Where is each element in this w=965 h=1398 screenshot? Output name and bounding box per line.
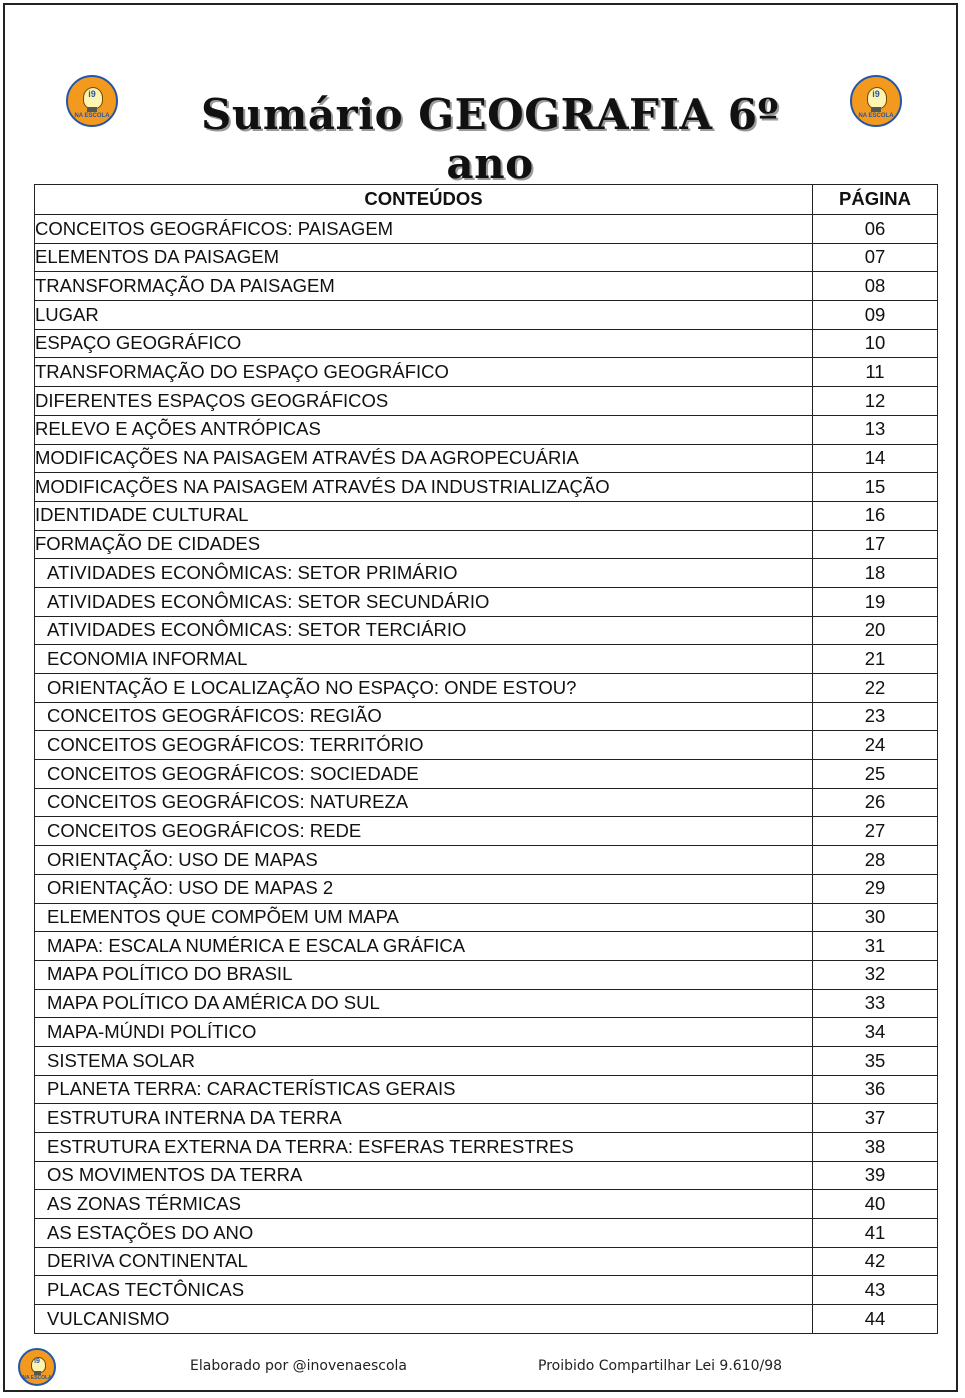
table-row bbox=[35, 960, 938, 989]
table-row bbox=[35, 215, 938, 244]
footer-notice: Proibido Compartilhar Lei 9.610/98 bbox=[538, 1358, 783, 1374]
topic-cell: SISTEMA SOLAR bbox=[35, 1046, 813, 1075]
table-row bbox=[35, 415, 938, 444]
page-cell: 43 bbox=[813, 1276, 938, 1305]
page-title: Sumário GEOGRAFIA 6º ano bbox=[201, 90, 779, 188]
page-cell: 38 bbox=[813, 1133, 938, 1162]
page-cell: 15 bbox=[813, 473, 938, 502]
page-header bbox=[0, 70, 965, 188]
table-row bbox=[35, 1276, 938, 1305]
topic-cell: CONCEITOS GEOGRÁFICOS: REDE bbox=[35, 817, 813, 846]
page-cell: 06 bbox=[813, 215, 938, 244]
page-cell: 32 bbox=[813, 960, 938, 989]
header-contents: CONTEÚDOS bbox=[35, 185, 813, 215]
page-cell: 21 bbox=[813, 645, 938, 674]
page-cell: 10 bbox=[813, 329, 938, 358]
topic-cell: PLACAS TECTÔNICAS bbox=[35, 1276, 813, 1305]
topic-cell: TRANSFORMAÇÃO DO ESPAÇO GEOGRÁFICO bbox=[35, 358, 813, 387]
table-row bbox=[35, 1219, 938, 1248]
topic-cell: VULCANISMO bbox=[35, 1305, 813, 1334]
page-cell: 40 bbox=[813, 1190, 938, 1219]
table-row bbox=[35, 932, 938, 961]
page-cell: 28 bbox=[813, 846, 938, 875]
page-cell: 14 bbox=[813, 444, 938, 473]
table-row bbox=[35, 731, 938, 760]
page-cell: 36 bbox=[813, 1075, 938, 1104]
table-row bbox=[35, 1075, 938, 1104]
page-cell: 17 bbox=[813, 530, 938, 559]
topic-cell: AS ZONAS TÉRMICAS bbox=[35, 1190, 813, 1219]
topic-cell: CONCEITOS GEOGRÁFICOS: PAISAGEM bbox=[35, 215, 813, 244]
table-row bbox=[35, 645, 938, 674]
table-row bbox=[35, 616, 938, 645]
page-cell: 35 bbox=[813, 1046, 938, 1075]
table-row bbox=[35, 874, 938, 903]
topic-cell: MAPA POLÍTICO DA AMÉRICA DO SUL bbox=[35, 989, 813, 1018]
topic-cell: ATIVIDADES ECONÔMICAS: SETOR TERCIÁRIO bbox=[35, 616, 813, 645]
table-row bbox=[35, 903, 938, 932]
table-row bbox=[35, 674, 938, 703]
page-cell: 29 bbox=[813, 874, 938, 903]
table-row bbox=[35, 272, 938, 301]
topic-cell: CONCEITOS GEOGRÁFICOS: SOCIEDADE bbox=[35, 760, 813, 789]
topic-cell: DERIVA CONTINENTAL bbox=[35, 1247, 813, 1276]
page-cell: 23 bbox=[813, 702, 938, 731]
table-row bbox=[35, 1046, 938, 1075]
topic-cell: PLANETA TERRA: CARACTERÍSTICAS GERAIS bbox=[35, 1075, 813, 1104]
page-cell: 25 bbox=[813, 760, 938, 789]
logo-left-caption: NA ESCOLA bbox=[74, 113, 110, 119]
table-row bbox=[35, 817, 938, 846]
topic-cell: MODIFICAÇÕES NA PAISAGEM ATRAVÉS DA AGROPECUÁRIA bbox=[35, 444, 813, 473]
table-row bbox=[35, 301, 938, 330]
table-row bbox=[35, 559, 938, 588]
table-row bbox=[35, 530, 938, 559]
table-row bbox=[35, 1190, 938, 1219]
topic-cell: ATIVIDADES ECONÔMICAS: SETOR PRIMÁRIO bbox=[35, 559, 813, 588]
topic-cell: TRANSFORMAÇÃO DA PAISAGEM bbox=[35, 272, 813, 301]
topic-cell: FORMAÇÃO DE CIDADES bbox=[35, 530, 813, 559]
logo-right-text: i9 bbox=[872, 89, 880, 99]
table-row bbox=[35, 1133, 938, 1162]
logo-footer-icon bbox=[18, 1348, 56, 1386]
table-row bbox=[35, 329, 938, 358]
table-row bbox=[35, 846, 938, 875]
table-row bbox=[35, 1161, 938, 1190]
page-cell: 41 bbox=[813, 1219, 938, 1248]
page-cell: 07 bbox=[813, 243, 938, 272]
page-cell: 16 bbox=[813, 501, 938, 530]
table-row bbox=[35, 989, 938, 1018]
topic-cell: MAPA-MÚNDI POLÍTICO bbox=[35, 1018, 813, 1047]
table-row bbox=[35, 1305, 938, 1334]
topic-cell: ESTRUTURA EXTERNA DA TERRA: ESFERAS TERRESTRES bbox=[35, 1133, 813, 1162]
table-row bbox=[35, 1018, 938, 1047]
table-row bbox=[35, 444, 938, 473]
topic-cell: CONCEITOS GEOGRÁFICOS: TERRITÓRIO bbox=[35, 731, 813, 760]
page-cell: 27 bbox=[813, 817, 938, 846]
table-row bbox=[35, 788, 938, 817]
page-cell: 34 bbox=[813, 1018, 938, 1047]
topic-cell: CONCEITOS GEOGRÁFICOS: NATUREZA bbox=[35, 788, 813, 817]
logo-right-caption: NA ESCOLA bbox=[858, 113, 894, 119]
topic-cell: LUGAR bbox=[35, 301, 813, 330]
topic-cell: ORIENTAÇÃO: USO DE MAPAS bbox=[35, 846, 813, 875]
page-cell: 33 bbox=[813, 989, 938, 1018]
topic-cell: OS MOVIMENTOS DA TERRA bbox=[35, 1161, 813, 1190]
table-row bbox=[35, 387, 938, 416]
table-row bbox=[35, 1247, 938, 1276]
table-header-row bbox=[35, 185, 938, 215]
page-cell: 09 bbox=[813, 301, 938, 330]
header-page: PÁGINA bbox=[813, 185, 938, 215]
page-cell: 39 bbox=[813, 1161, 938, 1190]
footer-credit: Elaborado por @inovenaescola bbox=[190, 1358, 407, 1374]
table-row bbox=[35, 243, 938, 272]
topic-cell: ESPAÇO GEOGRÁFICO bbox=[35, 329, 813, 358]
logo-left-text: i9 bbox=[88, 89, 96, 99]
table-row bbox=[35, 501, 938, 530]
page-cell: 26 bbox=[813, 788, 938, 817]
page-cell: 37 bbox=[813, 1104, 938, 1133]
page-cell: 31 bbox=[813, 932, 938, 961]
page-cell: 18 bbox=[813, 559, 938, 588]
topic-cell: MODIFICAÇÕES NA PAISAGEM ATRAVÉS DA INDUSTRIALIZAÇÃO bbox=[35, 473, 813, 502]
page-cell: 42 bbox=[813, 1247, 938, 1276]
topic-cell: IDENTIDADE CULTURAL bbox=[35, 501, 813, 530]
page-cell: 13 bbox=[813, 415, 938, 444]
topic-cell: AS ESTAÇÕES DO ANO bbox=[35, 1219, 813, 1248]
topic-cell: ORIENTAÇÃO: USO DE MAPAS 2 bbox=[35, 874, 813, 903]
topic-cell: ESTRUTURA INTERNA DA TERRA bbox=[35, 1104, 813, 1133]
topic-cell: MAPA POLÍTICO DO BRASIL bbox=[35, 960, 813, 989]
table-row bbox=[35, 587, 938, 616]
topic-cell: RELEVO E AÇÕES ANTRÓPICAS bbox=[35, 415, 813, 444]
table-row bbox=[35, 702, 938, 731]
table-row bbox=[35, 760, 938, 789]
page-cell: 22 bbox=[813, 674, 938, 703]
topic-cell: CONCEITOS GEOGRÁFICOS: REGIÃO bbox=[35, 702, 813, 731]
topic-cell: MAPA: ESCALA NUMÉRICA E ESCALA GRÁFICA bbox=[35, 932, 813, 961]
table-row bbox=[35, 358, 938, 387]
page-cell: 08 bbox=[813, 272, 938, 301]
page-cell: 12 bbox=[813, 387, 938, 416]
table-body bbox=[35, 215, 938, 1334]
topic-cell: ELEMENTOS QUE COMPÕEM UM MAPA bbox=[35, 903, 813, 932]
topic-cell: DIFERENTES ESPAÇOS GEOGRÁFICOS bbox=[35, 387, 813, 416]
page-cell: 19 bbox=[813, 587, 938, 616]
page-cell: 30 bbox=[813, 903, 938, 932]
table-row bbox=[35, 1104, 938, 1133]
topic-cell: ORIENTAÇÃO E LOCALIZAÇÃO NO ESPAÇO: ONDE ESTOU? bbox=[35, 674, 813, 703]
page-cell: 20 bbox=[813, 616, 938, 645]
logo-footer-caption: NA ESCOLA bbox=[22, 1375, 52, 1381]
page-cell: 24 bbox=[813, 731, 938, 760]
page-cell: 44 bbox=[813, 1305, 938, 1334]
logo-footer-text: i9 bbox=[34, 1358, 40, 1365]
topic-cell: ATIVIDADES ECONÔMICAS: SETOR SECUNDÁRIO bbox=[35, 587, 813, 616]
page-cell: 11 bbox=[813, 358, 938, 387]
topic-cell: ECONOMIA INFORMAL bbox=[35, 645, 813, 674]
table-row bbox=[35, 473, 938, 502]
summary-table bbox=[34, 184, 938, 1334]
topic-cell: ELEMENTOS DA PAISAGEM bbox=[35, 243, 813, 272]
